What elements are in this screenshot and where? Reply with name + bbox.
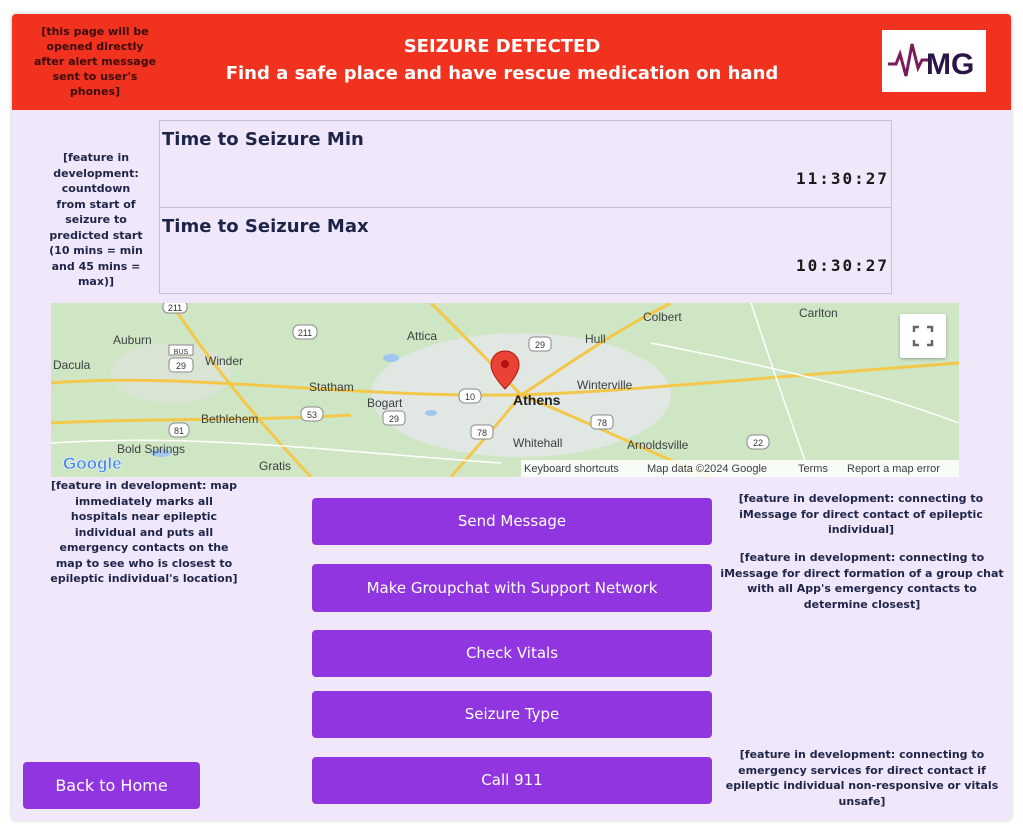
map-canvas[interactable] <box>51 303 959 477</box>
map-label-whitehall: Whitehall <box>513 436 563 450</box>
timer-min-label: Time to Seizure Min <box>162 129 364 150</box>
seizure-type-label: Seizure Type <box>464 705 560 723</box>
route-shield <box>591 415 613 429</box>
send-message-note: [feature in development: connecting to iMessage for direct contact of epileptic individual] <box>738 492 984 536</box>
svg-text:BUS: BUS <box>173 349 189 356</box>
map-report-error-link[interactable]: Report a map error <box>847 463 940 475</box>
route-shield <box>383 411 405 425</box>
app-logo <box>882 30 986 92</box>
svg-text:10: 10 <box>464 392 476 402</box>
alert-header <box>12 14 1011 110</box>
map-label-gratis: Gratis <box>259 459 292 473</box>
map-terms-link[interactable]: Terms <box>798 463 828 475</box>
route-shield <box>301 407 323 421</box>
map-view[interactable] <box>51 303 959 477</box>
route-shield <box>747 435 769 449</box>
svg-text:29: 29 <box>534 340 546 350</box>
map-label-winterville: Winterville <box>577 378 633 392</box>
seizure-type-button[interactable] <box>312 691 712 738</box>
check-vitals-label: Check Vitals <box>465 644 559 662</box>
alert-subtitle: Find a safe place and have rescue medication on hand <box>225 63 779 84</box>
make-groupchat-button[interactable] <box>312 564 712 612</box>
check-vitals-button[interactable] <box>312 630 712 677</box>
map-label-bold-springs: Bold Springs <box>117 442 186 456</box>
map-label-attica: Attica <box>407 329 438 343</box>
route-shield <box>169 358 193 372</box>
send-message-label: Send Message <box>457 512 567 530</box>
route-shield <box>459 389 481 403</box>
map-label-carlton: Carlton <box>799 306 838 320</box>
svg-text:211: 211 <box>167 303 183 313</box>
svg-text:29: 29 <box>388 414 400 424</box>
timer-max-row <box>160 207 891 294</box>
map-label-winder: Winder <box>205 354 244 368</box>
svg-text:211: 211 <box>297 328 313 338</box>
header-note: [this page will be opened directly after alert message sent to user's phones] <box>33 25 157 98</box>
back-to-home-button[interactable] <box>23 762 200 809</box>
alert-title: SEIZURE DETECTED <box>403 36 601 57</box>
map-label-bogart: Bogart <box>367 396 403 410</box>
send-message-button[interactable] <box>312 498 712 545</box>
call-911-note: [feature in development: connecting to emergency services for direct contact if epileptic individual non-responsive or vitals unsafe] <box>725 748 999 808</box>
map-label-arnoldsville: Arnoldsville <box>627 438 689 452</box>
timer-min-row <box>160 121 891 207</box>
map-label-hull: Hull <box>585 332 606 346</box>
call-911-label: Call 911 <box>481 771 543 789</box>
svg-text:81: 81 <box>173 426 185 436</box>
map-label-statham: Statham <box>309 380 354 394</box>
call-911-button[interactable] <box>312 757 712 804</box>
svg-text:29: 29 <box>175 361 187 371</box>
route-shield <box>169 345 193 356</box>
svg-text:78: 78 <box>596 418 608 428</box>
route-shield <box>169 423 189 437</box>
route-shield <box>163 303 187 313</box>
map-label-bethlehem: Bethlehem <box>201 412 259 426</box>
svg-text:78: 78 <box>476 428 488 438</box>
timer-panel <box>159 120 892 294</box>
map-keyboard-shortcuts-link[interactable]: Keyboard shortcuts <box>524 463 619 475</box>
svg-text:22: 22 <box>752 438 764 448</box>
map-note: [feature in development: map immediately marks all hospitals near epileptic individual and puts all emergency contacts on the map to see who is closest to epileptic individual's location] <box>50 479 238 585</box>
route-shield <box>293 325 317 339</box>
map-label-athens: Athens <box>513 392 561 408</box>
route-shield <box>471 425 493 439</box>
fullscreen-icon <box>900 314 946 358</box>
map-fullscreen-button[interactable] <box>900 314 946 358</box>
timer-min-value: 11:30:27 <box>795 169 889 188</box>
map-label-auburn: Auburn <box>113 333 152 347</box>
google-logo: Google <box>63 454 122 473</box>
make-groupchat-label: Make Groupchat with Support Network <box>366 579 658 597</box>
timer-max-label: Time to Seizure Max <box>162 216 369 237</box>
logo-text: MG <box>926 48 975 81</box>
map-data-attribution: Map data ©2024 Google <box>647 463 768 475</box>
groupchat-note: [feature in development: connecting to iMessage for direct formation of a group chat with all App's emergency contacts to determine closest] <box>720 551 1004 611</box>
back-to-home-label: Back to Home <box>55 776 168 795</box>
timer-max-value: 10:30:27 <box>795 256 889 275</box>
route-shield <box>529 337 551 351</box>
countdown-note: [feature in development: countdown from start of seizure to predicted start (10 mins = min and 45 mins = max)] <box>49 151 143 288</box>
svg-text:53: 53 <box>306 410 318 420</box>
map-label-colbert: Colbert <box>643 310 682 324</box>
map-label-dacula: Dacula <box>53 358 91 372</box>
